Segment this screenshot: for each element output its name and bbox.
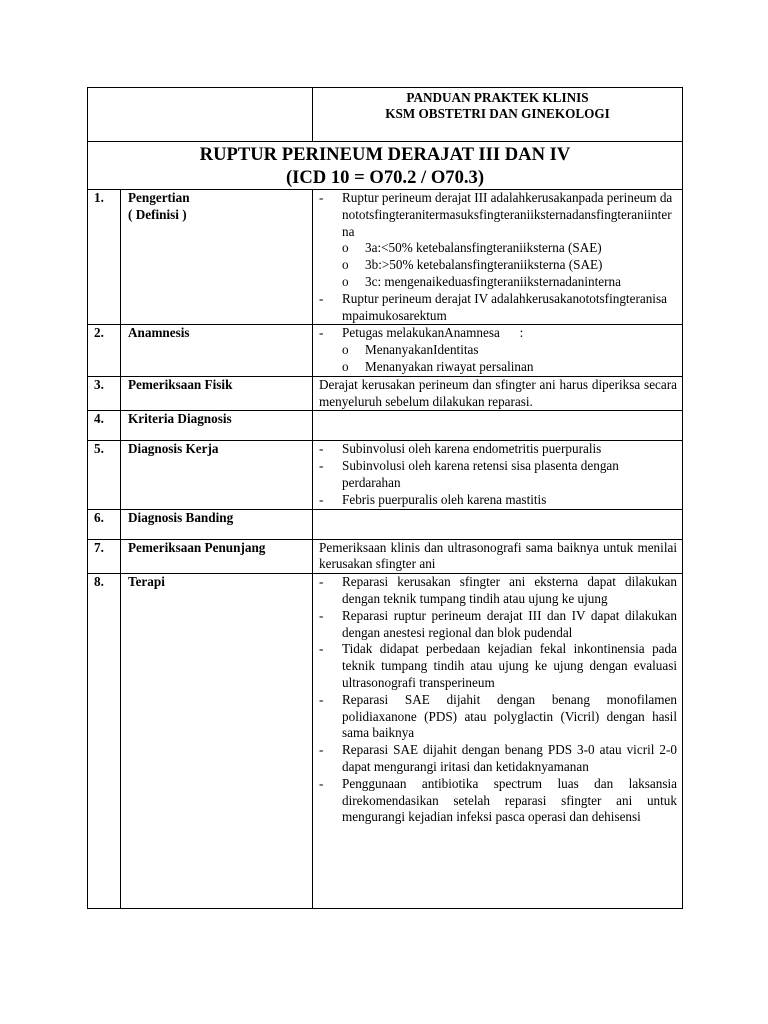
list-item: - Febris puerpuralis oleh karena mastitis [319,492,677,509]
header-row [88,88,683,142]
list-item: - Reparasi ruptur perineum derajat III dan IV dapat dilakukan dengan anestesi regional dan blok pudendal [319,608,677,642]
header-line-1: PANDUAN PRAKTEK KLINIS [406,90,589,105]
header-line-2: KSM OBSTETRI DAN GINEKOLOGI [385,106,610,121]
row-label: Pemeriksaan Penunjang [121,539,313,574]
title-line-2: (ICD 10 = O70.2 / O70.3) [285,167,485,188]
bullet-list [319,441,677,508]
list-item: - Subinvolusi oleh karena retensi sisa plasenta dengan perdarahan [319,458,677,492]
row-number: 2. [88,325,121,376]
table-row [88,190,683,325]
row-content [313,441,683,509]
row-label: Diagnosis Banding [121,509,313,539]
sub-list [342,240,677,290]
row-number: 8. [88,574,121,909]
row-label: Terapi [121,574,313,909]
table-row [88,376,683,411]
row-number: 3. [88,376,121,411]
title-row [88,142,683,190]
row-label [121,190,313,325]
document-title [88,142,683,190]
list-item: - Reparasi SAE dijahit dengan benang monofilamen polidiaxanone (PDS) atau polyglactin (Vicril) dengan hasil sama baiknya [319,692,677,742]
sub-list-item: o MenanyakanIdentitas [342,342,677,359]
row-content: Derajat kerusakan perineum dan sfingter ani harus diperiksa secara menyeluruh sebelum dilakukan reparasi. [313,376,683,411]
table-row [88,509,683,539]
list-item: - Ruptur perineum derajat IV adalahkerusakanototsfingteranisampaimukosarektum [319,291,677,325]
sub-list-item: o 3b:>50% ketebalansfingteraniiksterna (SAE) [342,257,677,274]
guideline-table [87,87,683,909]
row-label: Anamnesis [121,325,313,376]
list-item-text: Ruptur perineum derajat III adalahkerusakanpada perineum danototsfingteranitermasuksfingteraniiksternadansfingteraniinterna [342,190,673,239]
row-label: Kriteria Diagnosis [121,411,313,441]
table-row [88,574,683,909]
table-row [88,441,683,509]
row-number: 7. [88,539,121,574]
row-label: Pemeriksaan Fisik [121,376,313,411]
list-item: - Tidak didapat perbedaan kejadian fekal inkontinensia pada teknik tumpang tindih atau ujung ke ujung dengan evaluasi ultrasonografi transperineum [319,641,677,691]
row-content: Pemeriksaan klinis dan ultrasonografi sama baiknya untuk menilai kerusakan sfingter ani [313,539,683,574]
table-row [88,411,683,441]
row-number: 4. [88,411,121,441]
sub-list-item: o 3a:<50% ketebalansfingteraniiksterna (SAE) [342,240,677,257]
row-content [313,325,683,376]
list-item: - Subinvolusi oleh karena endometritis puerpuralis [319,441,677,458]
row-number: 6. [88,509,121,539]
label-line-1: Pengertian [128,190,190,205]
row-number: 5. [88,441,121,509]
row-label: Diagnosis Kerja [121,441,313,509]
list-item: - Penggunaan antibiotika spectrum luas dan laksansia direkomendasikan setelah reparasi sfingter ani untuk mengurangi kejadian infeksi pasca operasi dan dehisensi [319,776,677,826]
title-line-1: RUPTUR PERINEUM DERAJAT III DAN IV [199,144,571,165]
header-title-cell [313,88,683,142]
list-item [319,325,677,375]
row-number: 1. [88,190,121,325]
header-blank-cell [88,88,313,142]
bullet-list [319,325,677,375]
list-item: - Reparasi SAE dijahit dengan benang PDS 3-0 atau vicril 2-0 dapat mengurangi iritasi dan ketidaknyamanan [319,742,677,776]
sub-list-item: o Menanyakan riwayat persalinan [342,359,677,376]
list-item-text: Petugas melakukanAnamnesa : [342,325,524,341]
sub-list-item: o 3c: mengenaikeduasfingteraniiksternadaninterna [342,274,677,291]
clinical-guideline-document [87,87,682,909]
table-row [88,325,683,376]
bullet-list [319,190,677,324]
list-item: - Reparasi kerusakan sfingter ani eksterna dapat dilakukan dengan teknik tumpang tindih atau ujung ke ujung [319,574,677,608]
row-content [313,509,683,539]
row-content [313,574,683,909]
row-content [313,190,683,325]
label-line-2: ( Definisi ) [128,206,187,222]
table-row [88,539,683,574]
sub-list [342,342,677,376]
bullet-list [319,574,677,826]
row-content [313,411,683,441]
list-item [319,190,677,291]
